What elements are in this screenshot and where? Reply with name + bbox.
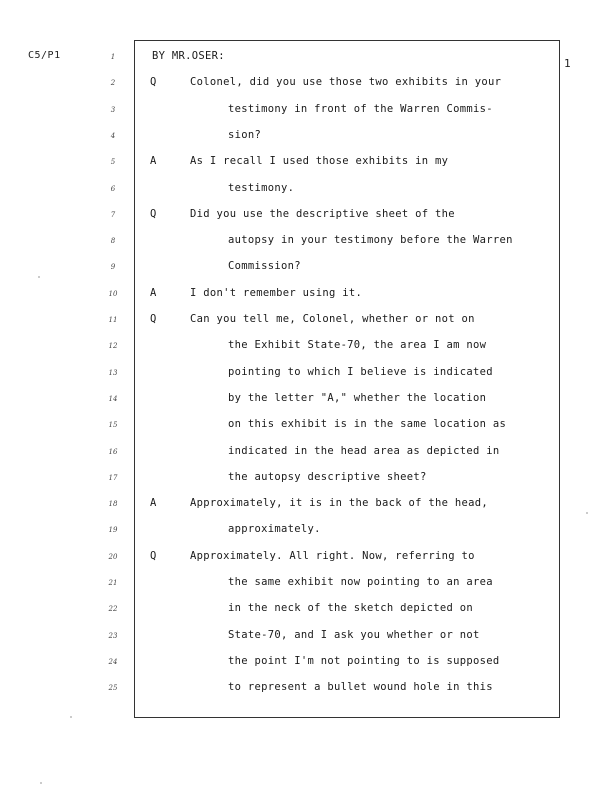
speaker-label: Q <box>150 207 157 220</box>
scan-speck <box>586 512 588 514</box>
line-number: 11 <box>108 316 118 324</box>
line-text: on this exhibit is in the same location as <box>228 418 507 431</box>
transcript-line <box>0 103 612 119</box>
speaker-label: A <box>150 497 157 510</box>
line-text: approximately. <box>228 523 321 536</box>
line-text: As I recall I used those exhibits in my <box>190 155 449 168</box>
line-number: 1 <box>110 53 116 61</box>
transcript-line <box>0 366 612 382</box>
line-number: 16 <box>108 447 118 456</box>
line-text: the Exhibit State-70, the area I am now <box>228 339 487 352</box>
line-text: testimony. <box>228 181 295 194</box>
line-text: Approximately, it is in the back of the head, <box>190 497 488 510</box>
line-number: 9 <box>110 263 116 272</box>
line-text: pointing to which I believe is indicated <box>228 365 493 378</box>
line-number: 15 <box>108 421 118 430</box>
line-number: 18 <box>108 500 118 509</box>
transcript-line <box>0 655 612 671</box>
page-code: C5/P1 <box>28 50 61 61</box>
line-number: 10 <box>108 289 118 298</box>
line-text: the point I'm not pointing to is supposed <box>228 654 500 667</box>
transcript-line <box>0 602 612 618</box>
line-text: Commission? <box>228 260 301 273</box>
transcript-line <box>0 234 612 250</box>
transcript-line <box>0 208 612 224</box>
transcript-line <box>0 182 612 198</box>
line-number: 20 <box>108 552 118 561</box>
transcript-line <box>0 681 612 697</box>
speaker-label: Q <box>150 313 157 325</box>
line-number: 21 <box>108 579 118 587</box>
speaker-label: Q <box>150 76 157 89</box>
line-text: Colonel, did you use those two exhibits in your <box>190 76 502 89</box>
transcript-line <box>0 339 612 355</box>
line-text: Did you use the descriptive sheet of the <box>190 207 455 220</box>
transcript-line <box>0 576 612 592</box>
line-number: 7 <box>110 210 116 219</box>
transcript-line <box>0 445 612 461</box>
transcript-line <box>0 129 612 145</box>
speaker-label: Q <box>150 549 157 562</box>
line-number: 2 <box>110 79 116 88</box>
transcript-line <box>0 629 612 645</box>
page-number: 1 <box>564 57 571 70</box>
line-text: autopsy in your testimony before the Warren <box>228 234 513 247</box>
transcript-line <box>0 523 612 539</box>
line-text: in the neck of the sketch depicted on <box>228 602 473 615</box>
transcript-line <box>0 550 612 566</box>
line-number: 13 <box>108 368 118 377</box>
speaker-label: A <box>150 155 157 168</box>
transcript-line <box>0 50 612 66</box>
line-text: I don't remember using it. <box>190 286 363 299</box>
line-number: 8 <box>110 237 116 246</box>
transcript-line <box>0 287 612 303</box>
line-number: 23 <box>108 631 118 640</box>
transcript-line <box>0 497 612 513</box>
line-number: 19 <box>108 526 118 535</box>
line-text: indicated in the head area as depicted in <box>228 444 500 457</box>
line-number: 24 <box>108 657 118 666</box>
scan-speck <box>38 276 40 278</box>
line-text: by the letter "A," whether the location <box>228 391 487 404</box>
line-number: 25 <box>108 684 118 693</box>
speaker-label: A <box>150 286 157 299</box>
transcript-line <box>0 155 612 171</box>
transcript-line <box>0 392 612 408</box>
transcript-line <box>0 76 612 92</box>
line-number: 3 <box>110 105 116 114</box>
line-number: 4 <box>110 131 116 140</box>
transcript-line <box>0 313 612 329</box>
line-number: 6 <box>110 184 116 193</box>
line-number: 22 <box>108 605 118 614</box>
line-text: sion? <box>228 128 262 141</box>
scan-speck <box>70 716 72 718</box>
line-text: BY MR.OSER: <box>152 50 225 62</box>
transcript-line <box>0 471 612 487</box>
line-number: 12 <box>108 342 118 351</box>
line-text: to represent a bullet wound hole in this <box>228 681 493 694</box>
line-text: Can you tell me, Colonel, whether or not on <box>190 313 475 325</box>
line-text: the autopsy descriptive sheet? <box>228 470 427 483</box>
line-number: 14 <box>108 394 118 403</box>
line-text: the same exhibit now pointing to an area <box>228 576 493 588</box>
line-text: Approximately. All right. Now, referring to <box>190 549 475 562</box>
line-number: 5 <box>110 158 116 167</box>
line-text: testimony in front of the Warren Commis- <box>228 102 493 115</box>
transcript-line <box>0 260 612 276</box>
line-number: 17 <box>108 473 118 482</box>
transcript-line <box>0 418 612 434</box>
line-text: State-70, and I ask you whether or not <box>228 628 480 641</box>
scan-speck <box>40 782 42 784</box>
